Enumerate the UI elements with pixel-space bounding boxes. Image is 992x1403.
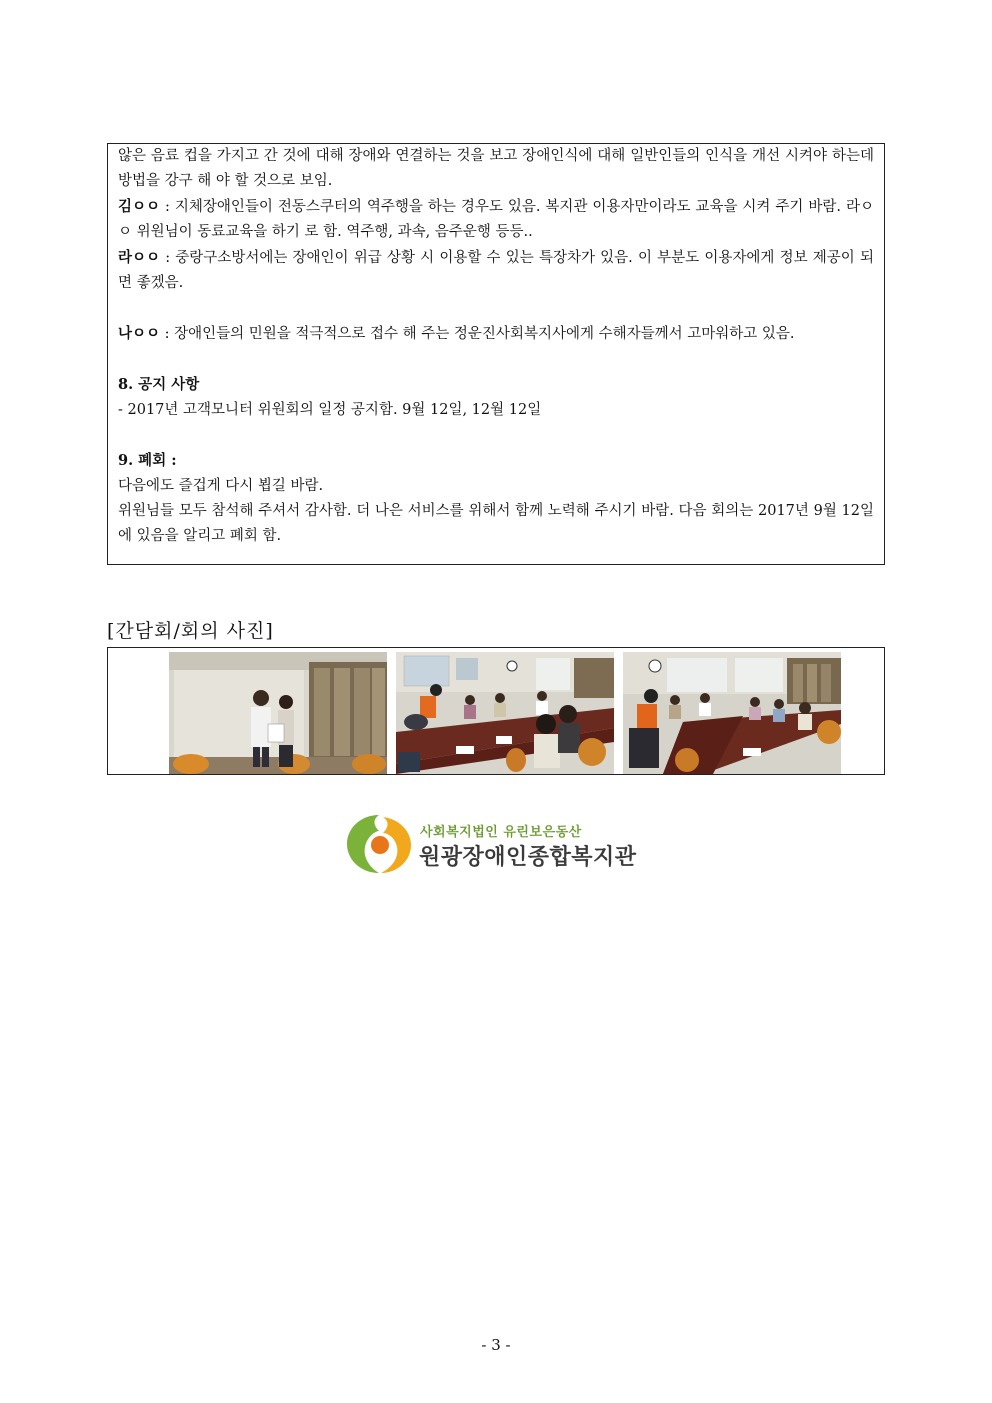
speaker-name: 나ㅇㅇ	[118, 325, 161, 342]
minutes-comment-ra	[118, 245, 874, 296]
photo-section-heading: [간담회/회의 사진]	[107, 620, 274, 642]
minutes-comment-kim	[118, 194, 874, 245]
page-number: - 3 -	[481, 1336, 511, 1354]
section-9-title: 9. 폐회 :	[118, 452, 177, 469]
meeting-photo-conference-2	[623, 652, 841, 774]
logo-subtitle: 사회복지법인 유린보은동산	[420, 825, 582, 840]
section-8-title: 8. 공지 사항	[118, 376, 200, 393]
comment-text: : 중랑구소방서에는 장애인이 위급 상황 시 이용할 수 있는 특장차가 있음. 이 부분도 이용자에게 정보 제공이 되면 좋겠음.	[118, 250, 874, 291]
logo-emblem-icon	[343, 811, 415, 877]
minutes-paragraph-continued: 않은 음료 컵을 가지고 간 것에 대해 장애와 연결하는 것을 보고 장애인식에 대해 일반인들의 인식을 개선 시켜야 하는데 방법을 강구 해 야 할 것으로 보임.	[118, 148, 874, 189]
section-9-line-2: 위원님들 모두 참석해 주셔서 감사함. 더 나은 서비스를 위해서 함께 노력해 주시기 바람. 다음 회의는 2017년 9월 12일에 있음을 알리고 폐회 함.	[118, 503, 874, 544]
meeting-photo-conference-1	[396, 652, 614, 774]
speaker-name: 라ㅇㅇ	[118, 249, 161, 266]
minutes-comment-na	[118, 321, 874, 347]
comment-text: : 장애인들의 민원을 적극적으로 접수 해 주는 정운진사회복지사에게 수해자들께서 고마워하고 있음.	[160, 326, 795, 342]
comment-text: : 지체장애인들이 전동스쿠터의 역주행을 하는 경우도 있음. 복지관 이용자만이라도 교육을 시켜 주기 바람. 라ㅇㅇ 위원님이 동료교육을 하기 로 함. 역주행, 과속, 음주운행 등등..	[118, 199, 874, 240]
section-8-text: - 2017년 고객모니터 위원회의 일정 공지함. 9월 12일, 12월 12일	[118, 402, 542, 418]
meeting-minutes-box	[107, 143, 885, 565]
organization-logo	[343, 811, 653, 881]
logo-title: 원광장애인종합복지관	[419, 845, 637, 870]
meeting-photo-certificate	[169, 652, 387, 774]
section-9-line-1: 다음에도 즐겁게 다시 뵙길 바람.	[118, 478, 324, 494]
photo-gallery	[107, 647, 885, 775]
speaker-name: 김ㅇㅇ	[118, 198, 161, 215]
